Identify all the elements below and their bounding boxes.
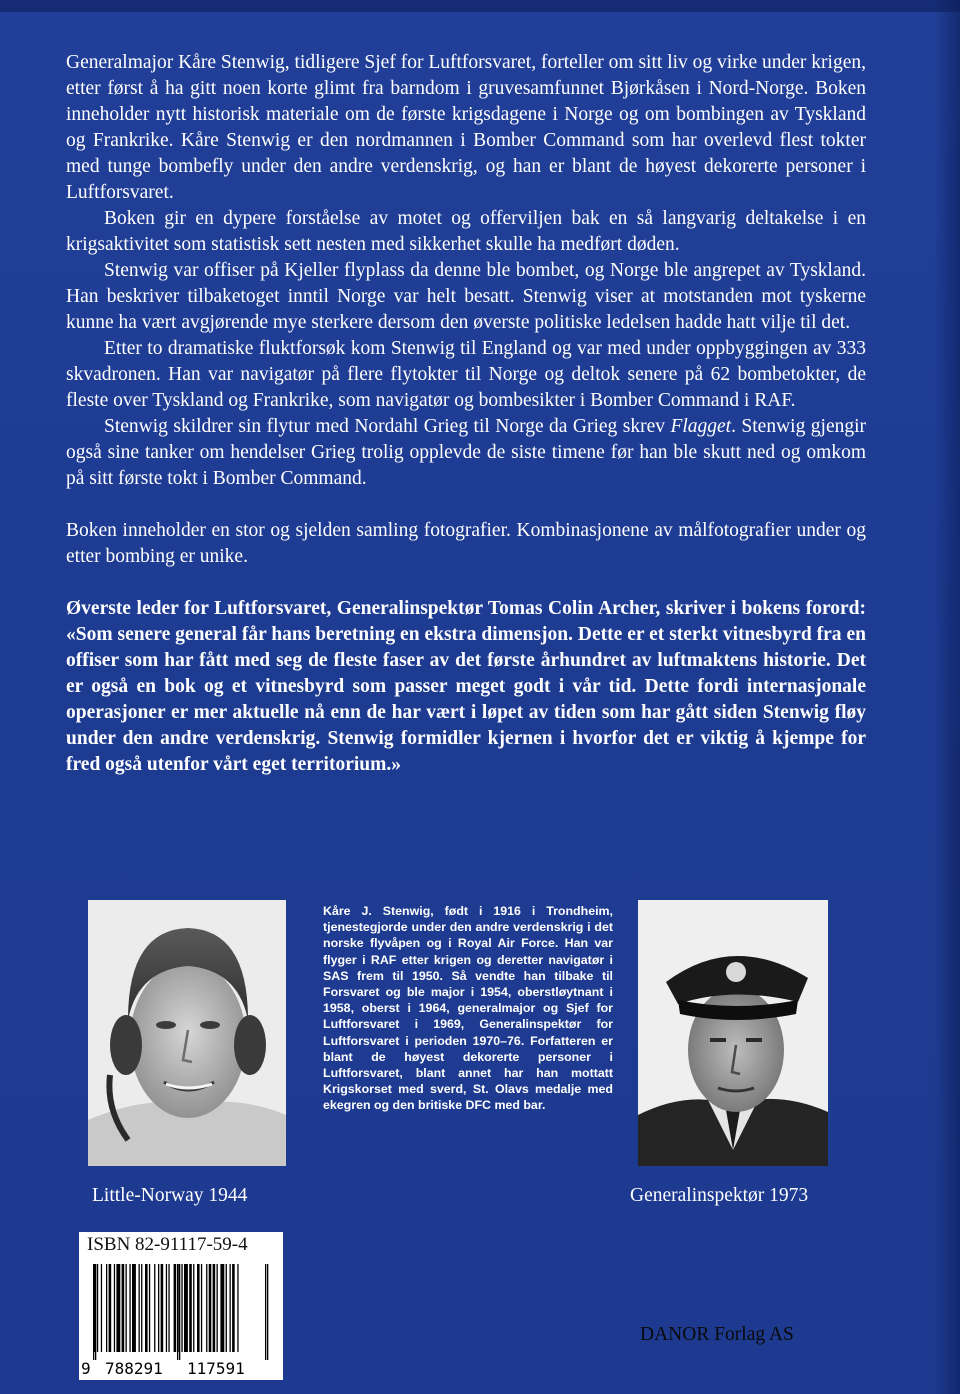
cover-top-edge [0, 0, 960, 12]
author-biography: Kåre J. Stenwig, født i 1916 i Trondheim, tjenestegjorde under den andre verdenskrig i det norske flyvåpen og i Royal Air Force. Han var flyger i RAF etter krigen og deretter navigatør i SAS frem til 1950. Så vendte han tilbake til Forsvaret og ble major i 1954, oberstløytnant i 1958, oberst i 1964, generalmajor og Sjef for Luftforsvaret i 1969, Generalinspektør for Luftforsvaret i perioden 1970–76. Forfatteren er blant de høyest dekorerte personer i Luftforsvaret, blant annet har han mottatt Krigskorset med sverd, St. Olavs medalje med ekegren og den britiske DFC med bar. [323, 904, 613, 1113]
book-title-flagget: Flagget [670, 416, 732, 437]
paragraph-foreword: Øverste leder for Luftforsvaret, Generalinspektør Tomas Colin Archer, skriver i bokens forord: «Som senere general får hans beretning en ekstra dimensjon. Dette er et sterkt vitnesbyrd fra en offiser som har fått med seg de fleste faser av det første århundret av luftmaktens historie. Det er også en bok og et vitnesbyrd som passer meget godt i vår tid. Dette fordi internasjonale operasjoner er mer aktuelle nå enn de har vært i løpet av tiden som har gått siden Stenwig fløy under den andre verdenskrig. Stenwig formidler kjernen i hvorfor det er viktig å kjempe for fred også utenfor vårt eget territorium.» [66, 598, 866, 775]
cover-right-edge [934, 0, 960, 1394]
description-text [66, 50, 866, 778]
barcode-digits-left: 788291 [105, 1359, 163, 1378]
paragraph-grieg [66, 414, 866, 492]
caption-generalinspektor: Generalinspektør 1973 [630, 1185, 809, 1206]
paragraph-england: Etter to dramatiske fluktforsøk kom Stenwig til England og var med under oppbyggingen av 333 skvadronen. Han var navigatør på flere flytokter til Norge og deltok senere på 62 bombetokter, de fleste over Tyskland og Frankrike, som navigatør og bombesikter i Bomber Command i RAF. [66, 338, 866, 411]
isbn-barcode-box [79, 1232, 283, 1380]
isbn-label: ISBN 82-91117-59-4 [87, 1234, 248, 1255]
paragraph-kjeller: Stenwig var offiser på Kjeller flyplass da denne ble bombet, og Norge ble angrepet av Tyskland. Han beskriver tilbaketoget inntil Norge var helt besatt. Stenwig viser at motstanden mot tyskerne kunne ha vært avgjørende mye sterkere dersom den øverste politiske ledelsen hadde hatt vilje til det. [66, 260, 866, 333]
pilot-photo-1944 [88, 900, 286, 1166]
grieg-text-before: Stenwig skildrer sin flytur med Nordahl Grieg til Norge da Grieg skrev [104, 416, 671, 437]
paragraph-understanding: Boken gir en dypere forståelse av motet og offerviljen bak en så langvarig deltakelse i en krigsaktivitet som statistisk sett nesten med sikkerhet skulle ha medført døden. [66, 208, 866, 255]
barcode-digits-right: 117591 [187, 1359, 245, 1378]
caption-little-norway: Little-Norway 1944 [92, 1185, 248, 1206]
barcode [79, 1262, 283, 1380]
barcode-digit-first: 9 [81, 1359, 91, 1378]
officer-photo-1973 [638, 900, 828, 1166]
paragraph-photos: Boken inneholder en stor og sjelden samling fotografier. Kombinasjonene av målfotografier under og etter bombing er unike. [66, 520, 866, 567]
publisher-name: DANOR Forlag AS [640, 1324, 794, 1345]
paragraph-intro: Generalmajor Kåre Stenwig, tidligere Sjef for Luftforsvaret, forteller om sitt liv og virke under krigen, etter først å ha gitt noen korte glimt fra barndom i gruvesamfunnet Bjørkåsen i Nord-Norge. Boken inneholder nytt historisk materiale om de første krigsdagene i Norge og om bombingen av Tyskland og Frankrike. Kåre Stenwig er den nordmannen i Bomber Command som har overlevd flest tokter med tunge bombefly under den andre verdenskrig, og han er blant de høyest dekorerte personer i Luftforsvaret. [66, 52, 866, 203]
grieg-text-after: . Stenwig gjengir også sine tanker om hendelser Grieg trolig opplevde de siste timene før han ble skutt ned og omkom på sitt første tokt i Bomber Command. [66, 416, 867, 489]
